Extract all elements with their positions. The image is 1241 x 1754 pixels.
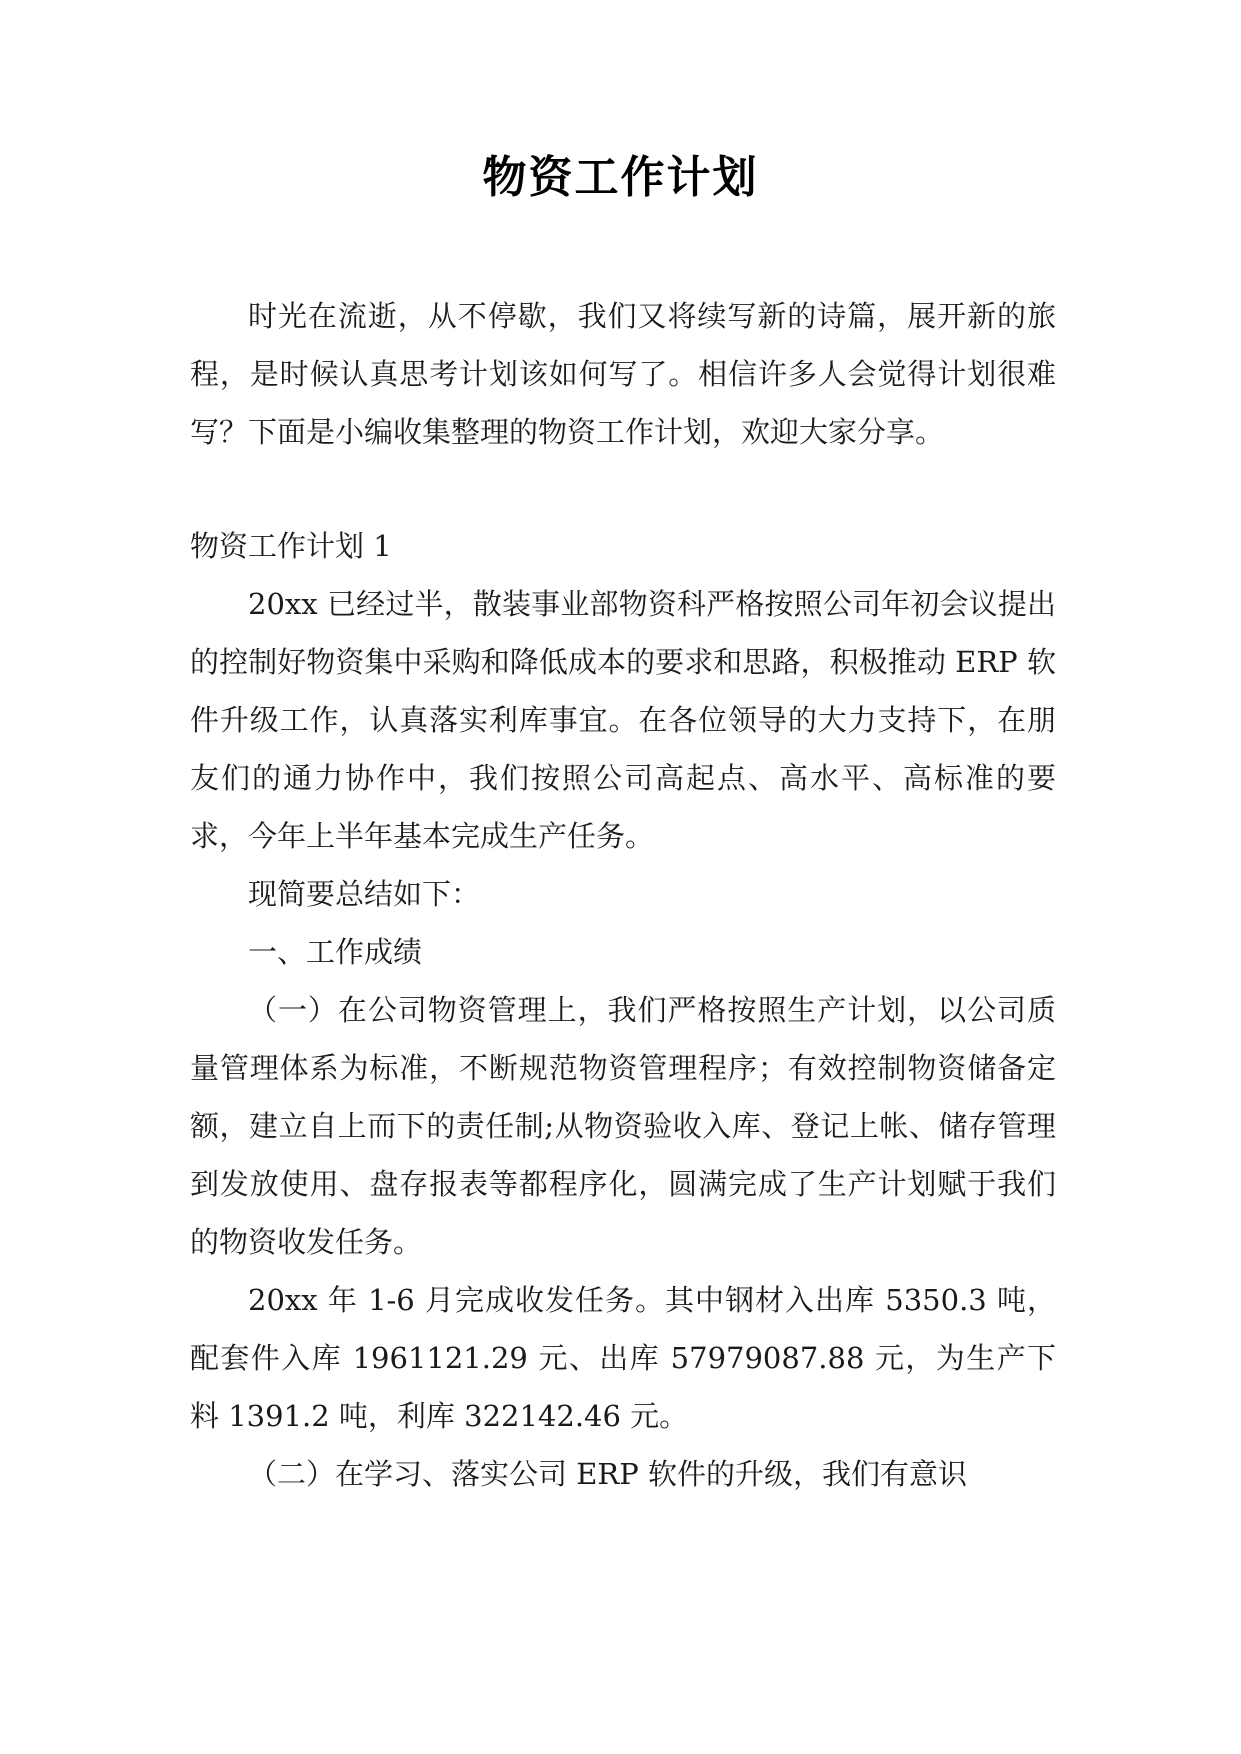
document-body [190, 287, 1056, 1503]
document-title: 物资工作计划 [482, 152, 759, 203]
section-heading: 物资工作计划 1 [190, 529, 392, 563]
body-paragraph: 一、工作成绩 [248, 935, 423, 969]
intro-paragraph: 时光在流逝，从不停歇，我们又将续写新的诗篇，展开新的旅程，是时候认真思考计划该如何写了。相信许多人会觉得计划很难写？下面是小编收集整理的物资工作计划，欢迎大家分享。 [190, 299, 1056, 449]
body-paragraph: （二）在学习、落实公司 ERP 软件的升级，我们有意识 [248, 1457, 967, 1491]
body-paragraph: 20xx 已经过半，散装事业部物资科严格按照公司年初会议提出的控制好物资集中采购和降低成本的要求和思路，积极推动 ERP 软件升级工作，认真落实利库事宜。在各位领导的大力支持下，在朋友们的通力协作中，我们按照公司高起点、高水平、高标准的要求，今年上半年基本完成生产任务。 [190, 587, 1056, 853]
body-paragraph: 现简要总结如下： [248, 877, 481, 911]
body-paragraph: 20xx 年 1-6 月完成收发任务。其中钢材入出库 5350.3 吨，配套件入库 1961121.29 元、出库 57979087.88 元，为生产下料 1391.2 吨，利库 322142.46 元。 [190, 1283, 1056, 1433]
body-paragraph: （一）在公司物资管理上，我们严格按照生产计划，以公司质量管理体系为标准，不断规范物资管理程序；有效控制物资储备定额，建立自上而下的责任制;从物资验收入库、登记上帐、储存管理到发放使用、盘存报表等都程序化，圆满完成了生产计划赋于我们的物资收发任务。 [190, 993, 1056, 1259]
